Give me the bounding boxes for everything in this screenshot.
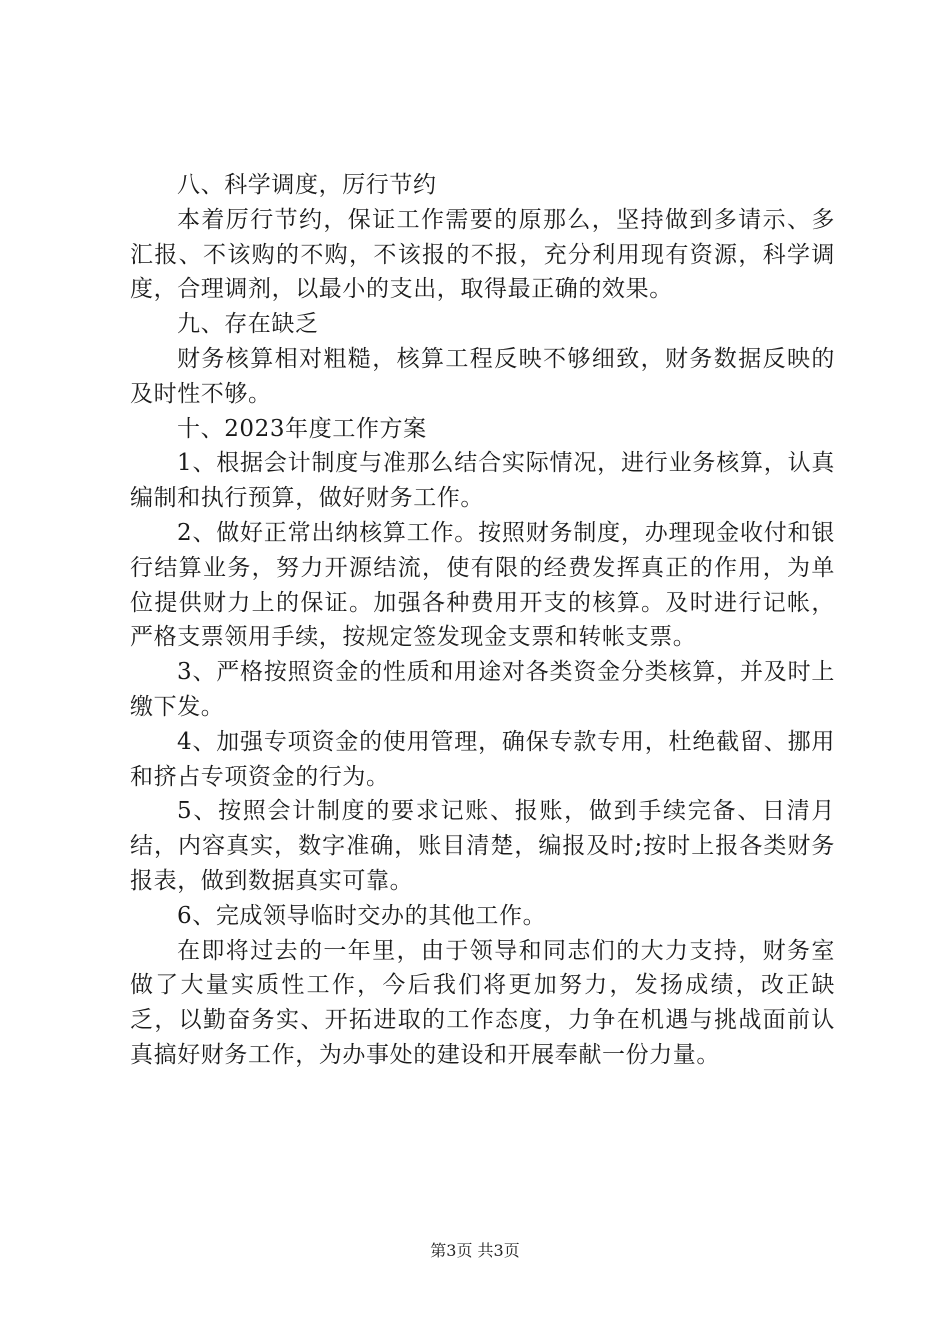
section-heading-8: 八、科学调度，厉行节约 [177, 172, 437, 198]
list-item: 5、按照会计制度的要求记账、报账，做到手续完备、日清月结，内容真实，数字准确，账目清楚，编报及时;按时上报各类财务报表，做到数据真实可靠。 [130, 798, 835, 894]
list-item: 2、做好正常出纳核算工作。按照财务制度，办理现金收付和银行结算业务，努力开源结流，使有限的经费发挥真正的作用，为单位提供财力上的保证。加强各种费用开支的核算。及时进行记帐，严格支票领用手续，按规定签发现金支票和转帐支票。 [130, 519, 835, 651]
list-item: 3、严格按照资金的性质和用途对各类资金分类核算，并及时上缴下发。 [130, 659, 835, 720]
closing-paragraph: 在即将过去的一年里，由于领导和同志们的大力支持，财务室做了大量实质性工作，今后我们将更加努力，发扬成绩，改正缺乏，以勤奋务实、开拓进取的工作态度，力争在机遇与挑战面前认真搞好财务工作，为办事处的建设和开展奉献一份力量。 [130, 937, 835, 1068]
document-body [130, 168, 835, 1073]
page-number-footer: 第3页 共3页 [430, 1241, 520, 1260]
section-heading-9: 九、存在缺乏 [177, 311, 319, 338]
paragraph: 本着厉行节约，保证工作需要的原那么，坚持做到多请示、多汇报、不该购的不购，不该报的不报，充分利用现有资源，科学调度，合理调剂，以最小的支出，取得最正确的效果。 [130, 206, 835, 303]
section-heading-10: 十、2023年度工作方案 [177, 415, 427, 442]
list-item: 6、完成领导临时交办的其他工作。 [177, 902, 547, 929]
list-item: 4、加强专项资金的使用管理，确保专款专用，杜绝截留、挪用和挤占专项资金的行为。 [130, 728, 835, 790]
list-item: 1、根据会计制度与准那么结合实际情况，进行业务核算，认真编制和执行预算，做好财务工作。 [130, 450, 835, 512]
paragraph: 财务核算相对粗糙，核算工程反映不够细致，财务数据反映的及时性不够。 [130, 345, 835, 407]
